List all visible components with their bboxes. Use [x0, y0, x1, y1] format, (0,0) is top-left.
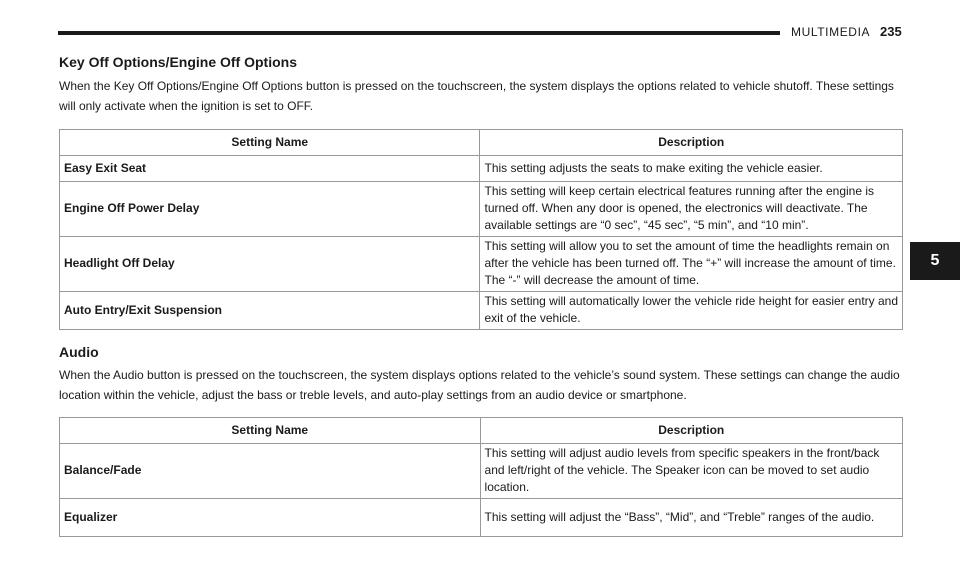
setting-name: Balance/Fade: [60, 444, 481, 499]
setting-name: Engine Off Power Delay: [60, 182, 480, 237]
setting-name: Equalizer: [60, 499, 481, 537]
table-row: [60, 499, 903, 537]
setting-description: This setting adjusts the seats to make exiting the vehicle easier.: [480, 156, 903, 182]
column-header-setting-name: Setting Name: [60, 130, 480, 156]
setting-description: This setting will adjust audio levels from specific speakers in the front/back and left/right of the vehicle. The Speaker icon can be moved to set audio location.: [480, 444, 902, 499]
key-off-settings-table: [59, 129, 903, 330]
table-row: [60, 182, 903, 237]
table-row: [60, 156, 903, 182]
column-header-description: Description: [480, 130, 903, 156]
setting-description: This setting will allow you to set the amount of time the headlights remain on after the vehicle has been turned off. The “+” will increase the amount of time. The “-” will decrease the amount of time.: [480, 237, 903, 292]
header-section-title: MULTIMEDIA: [791, 25, 871, 39]
setting-name: Auto Entry/Exit Suspension: [60, 292, 480, 330]
section-intro-key-off: When the Key Off Options/Engine Off Options button is pressed on the touchscreen, the system displays the options related to vehicle shutoff. These settings will only activate when the ignition is set to OFF.: [59, 79, 894, 113]
setting-description: This setting will keep certain electrical features running after the engine is turned off. When any door is opened, the electronics will deactivate. The available settings are “0 sec”, “45 sec”, “5 min”, and “10 min”.: [480, 182, 903, 237]
column-header-description: Description: [480, 418, 902, 444]
setting-name: Easy Exit Seat: [60, 156, 480, 182]
setting-description: This setting will adjust the “Bass”, “Mid”, and “Treble” ranges of the audio.: [480, 499, 902, 537]
column-header-setting-name: Setting Name: [60, 418, 481, 444]
table-row: [60, 292, 903, 330]
section-title-audio: Audio: [59, 344, 99, 360]
table-header-row: [60, 130, 903, 156]
table-header-row: [60, 418, 903, 444]
setting-name: Headlight Off Delay: [60, 237, 480, 292]
setting-description: This setting will automatically lower the vehicle ride height for easier entry and exit of the vehicle.: [480, 292, 903, 330]
header-rule: [58, 31, 780, 35]
chapter-tab: 5: [910, 242, 960, 280]
page-number: 235: [880, 24, 902, 39]
audio-settings-table: [59, 417, 903, 537]
section-title-key-off: Key Off Options/Engine Off Options: [59, 54, 297, 70]
table-row: [60, 444, 903, 499]
section-intro-audio: When the Audio button is pressed on the touchscreen, the system displays options related to the vehicle’s sound system. These settings can change the audio location within the vehicle, adjust the bass or treble levels, and auto-play settings from an audio device or smartphone.: [59, 368, 900, 402]
table-row: [60, 237, 903, 292]
